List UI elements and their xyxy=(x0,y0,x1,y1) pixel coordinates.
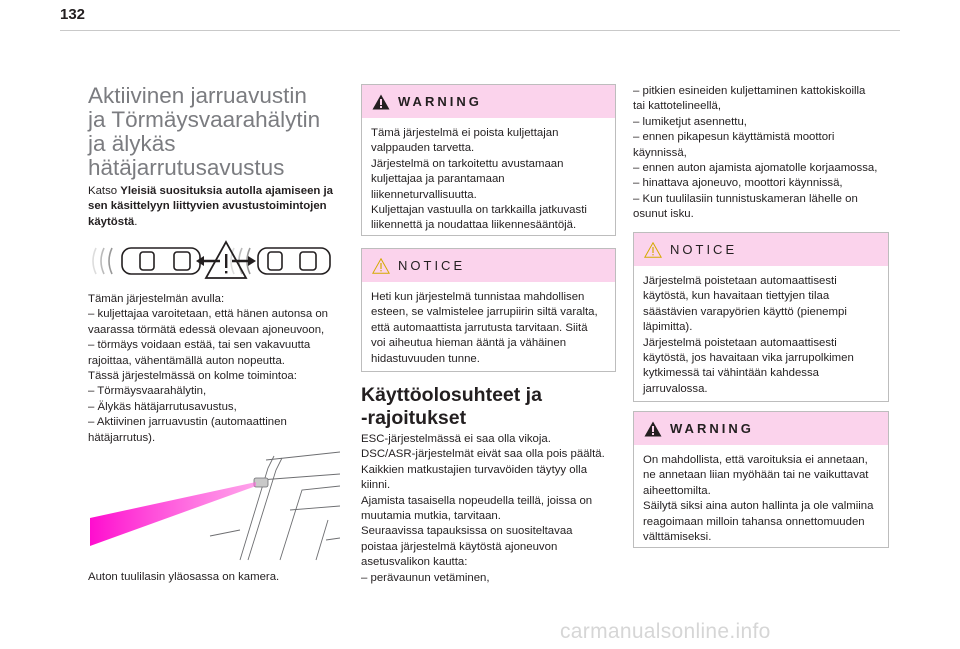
warning-triangle-icon xyxy=(372,94,390,110)
list-item: – törmäys voidaan estää, tai sen vakavuutta xyxy=(88,339,311,352)
list-item: – kuljettajaa varoitetaan, että hänen autonsa on xyxy=(88,308,329,321)
warning-text xyxy=(362,118,615,242)
text-line: kuljettajaa ja parantamaan xyxy=(371,173,505,186)
text-line: hidastuvuuden tunne. xyxy=(371,352,480,365)
text-line: jarruvalossa. xyxy=(643,382,708,395)
notice-title: NOTICE xyxy=(670,242,738,257)
notice-header xyxy=(634,233,888,266)
text-line: Tämä järjestelmä ei poista kuljettajan xyxy=(371,127,559,139)
text-line: Seuraavissa tapauksissa on suositeltavaa xyxy=(361,525,573,538)
text-line: poistaa järjestelmä käytöstä ajoneuvon xyxy=(361,540,558,553)
intro-reference: käytöstä xyxy=(88,215,135,228)
notice-triangle-icon xyxy=(644,242,662,258)
text-line: että automaattista jarrutusta tarvitaan. Siitä xyxy=(371,321,588,334)
warning-box xyxy=(361,84,616,236)
text-line: käytöstä, jos havaitaan vika jarrupolkimen xyxy=(643,352,854,365)
text-line: kiinni. xyxy=(361,479,391,492)
warning-title: WARNING xyxy=(398,94,482,109)
list-item: – hinattava ajoneuvo, moottori käynnissä, xyxy=(633,177,843,190)
text-line: esteen, se valmistelee jarrupiirin siltä varalta, xyxy=(371,306,598,319)
notice-text xyxy=(362,282,615,375)
header-divider xyxy=(60,30,900,31)
conditions-text xyxy=(361,432,617,586)
notice-text xyxy=(634,266,888,405)
list-item: Tämän järjestelmän avulla: xyxy=(88,293,225,305)
watermark: carmanualsonline.info xyxy=(560,620,771,643)
windscreen-camera-illustration xyxy=(90,450,340,562)
notice-box xyxy=(633,232,889,402)
intro-suffix: . xyxy=(134,215,138,228)
list-item: – Törmäysvaarahälytin, xyxy=(88,385,207,398)
list-item: osunut isku. xyxy=(633,208,694,221)
intro-reference: Yleisiä suosituksia autolla ajamiseen ja xyxy=(120,185,334,197)
text-line: ne annetaan liian myöhään tai ne vaikuttavat xyxy=(643,469,869,482)
text-line: voi aiheutua hieman ääntä ja vähäinen xyxy=(371,337,567,350)
intro-prefix: Katso xyxy=(88,185,121,197)
list-item: – Aktiivinen jarruavustin (automaattinen xyxy=(88,416,287,429)
text-line: Heti kun järjestelmä tunnistaa mahdollisen xyxy=(371,291,585,303)
title-line: ja Törmäysvaarahälytin xyxy=(88,107,321,132)
warning-header xyxy=(634,412,888,445)
text-line: liikenneturvallisuutta. xyxy=(371,188,477,201)
heading-line: -rajoitukset xyxy=(361,407,467,429)
text-line: DSC/ASR-järjestelmät eivät saa olla pois päältä. xyxy=(361,448,605,461)
text-line: Kuljettajan vastuulla on tarkkailla jatkuvasti xyxy=(371,204,587,217)
list-item: – Kun tuulilasiin tunnistuskameran lähelle on xyxy=(633,192,858,205)
page-title xyxy=(88,84,348,180)
text-line: välttämiseksi. xyxy=(643,531,712,544)
notice-triangle-icon xyxy=(372,258,390,274)
intro-reference: sen käsittelyyn liittyvien avustustoimintojen xyxy=(88,200,327,213)
notice-header xyxy=(362,249,615,282)
list-item: – ennen auton ajamista ajomatolle korjaamossa, xyxy=(633,162,878,175)
text-line: Järjestelmä on tarkoitettu avustamaan xyxy=(371,157,564,170)
function-list xyxy=(88,292,344,446)
text-line: Järjestelmä poistetaan automaattisesti xyxy=(643,275,837,287)
list-item: Tässä järjestelmässä on kolme toimintoa: xyxy=(88,370,297,383)
title-line: ja älykäs xyxy=(88,131,176,156)
list-item: – lumiketjut asennettu, xyxy=(633,115,747,128)
figure-caption: Auton tuulilasin yläosassa on kamera. xyxy=(88,571,280,583)
text-line: ESC-järjestelmässä ei saa olla vikoja. xyxy=(361,433,551,445)
text-line: asetusvalikon kautta: xyxy=(361,556,468,569)
list-item: – ennen pikapesun käyttämistä moottori xyxy=(633,131,835,144)
text-line: läpimitta). xyxy=(643,321,693,334)
list-item: – Älykäs hätäjarrutusavustus, xyxy=(88,400,237,413)
intro-paragraph xyxy=(88,184,344,230)
text-line: säästävien varapyörien käyttö (pienempi xyxy=(643,305,847,318)
list-item: hätäjarrutus). xyxy=(88,431,156,444)
list-item: – pitkien esineiden kuljettaminen kattokiskoilla xyxy=(633,85,866,97)
warning-triangle-icon xyxy=(644,421,662,437)
warning-header xyxy=(362,85,615,118)
notice-box xyxy=(361,248,616,372)
warning-title: WARNING xyxy=(670,421,754,436)
title-line: Aktiivinen jarruavustin xyxy=(88,83,307,108)
warning-text xyxy=(634,445,888,553)
text-line: Säilytä siksi aina auton hallinta ja ole valmiina xyxy=(643,500,874,513)
text-line: reagoimaan milloin tahansa onnettomuuden xyxy=(643,515,865,528)
list-item: rajoittaa, vähentämällä auton nopeutta. xyxy=(88,354,285,367)
collision-alert-pictogram xyxy=(92,238,332,284)
list-item: vaarassa törmätä edessä olevaan ajoneuvoon, xyxy=(88,323,325,336)
list-item: käynnissä, xyxy=(633,146,687,159)
text-line: On mahdollista, että varoituksia ei annetaan, xyxy=(643,454,868,466)
conditions-list-continued xyxy=(633,84,893,223)
text-line: liikennettä ja noudattaa liikennesääntöjä. xyxy=(371,219,577,232)
text-line: Kaikkien matkustajien turvavöiden täytyy olla xyxy=(361,463,588,476)
heading-line: Käyttöolosuhteet ja xyxy=(361,384,542,406)
text-line: Järjestelmä poistetaan automaattisesti xyxy=(643,336,837,349)
text-line: valppauden tarvetta. xyxy=(371,142,475,155)
text-line: kytkimessä tai vähintään kahdessa xyxy=(643,367,820,380)
section-heading xyxy=(361,384,617,430)
notice-title: NOTICE xyxy=(398,258,466,273)
warning-box xyxy=(633,411,889,548)
title-line: hätäjarrutusavustus xyxy=(88,155,285,180)
text-line: – perävaunun vetäminen, xyxy=(361,571,490,584)
list-item: tai kattotelineellä, xyxy=(633,100,722,113)
text-line: käytöstä, kun havaitaan tiettyjen tilaa xyxy=(643,290,830,303)
text-line: muutamia mutkia, tarvitaan. xyxy=(361,510,501,523)
text-line: Ajamista tasaisella nopeudella teillä, joissa on xyxy=(361,494,593,507)
page-number: 132 xyxy=(60,6,86,23)
text-line: aiheettomilta. xyxy=(643,484,711,497)
